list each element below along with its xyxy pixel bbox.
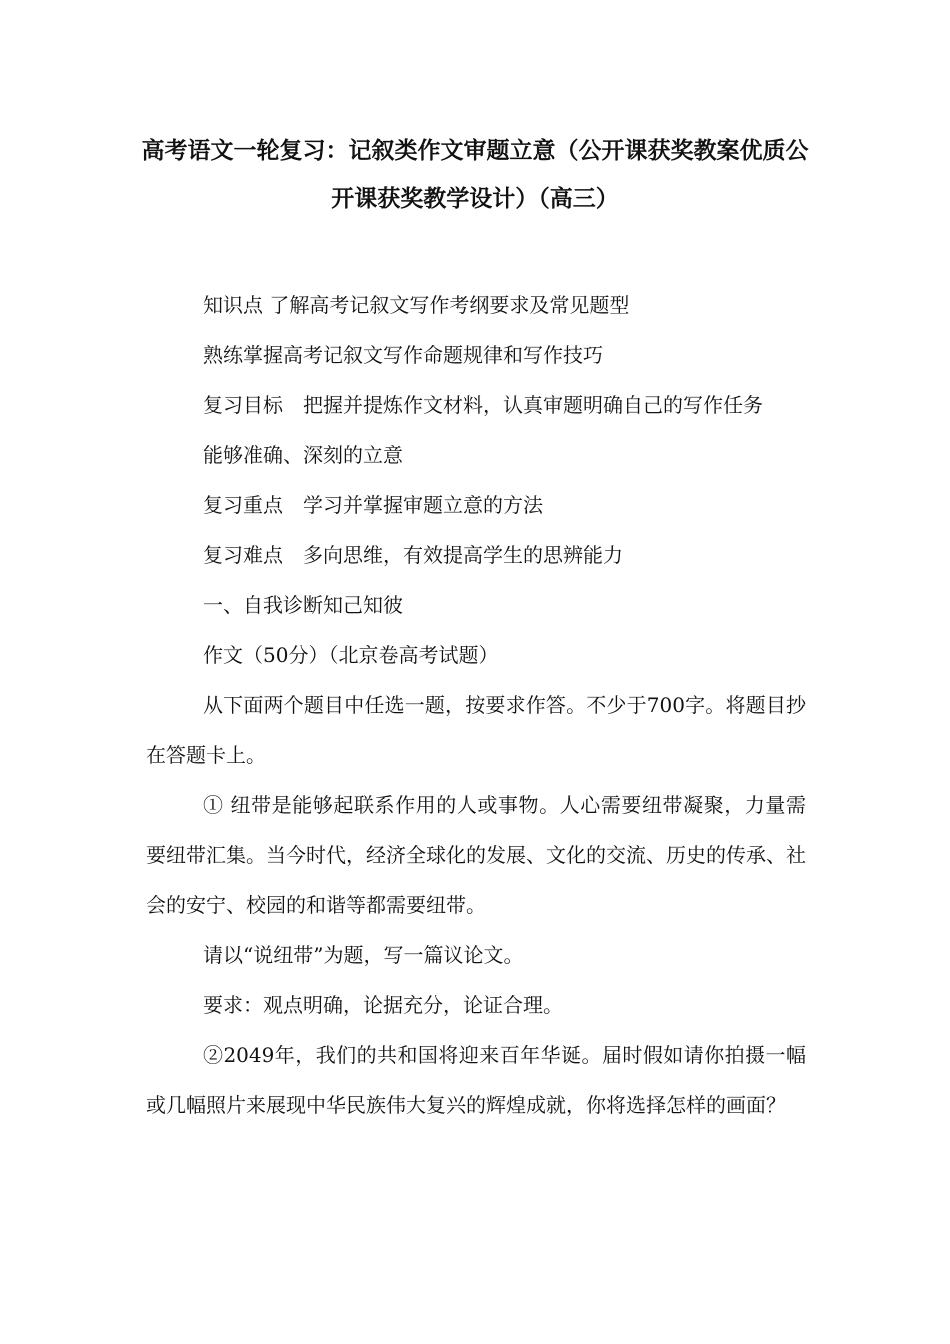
paragraph-topic-one-title: 请以“说纽带”为题，写一篇议论文。	[203, 943, 524, 967]
paragraph-master-skills: 熟练掌握高考记叙文写作命题规律和写作技巧	[203, 343, 603, 367]
document-title-line-2: 开课获奖教学设计）（高三）	[331, 186, 619, 212]
paragraph-topic-one: ① 纽带是能够起联系作用的人或事物。人心需要纽带凝聚，力量需要纽带汇集。当今时代，经济全球化的发展、文化的交流、历史的传承、社会的安宁、校园的和谐等都需要纽带。	[146, 793, 806, 917]
paragraph-review-difficulty: 复习难点 多向思维，有效提高学生的思辨能力	[203, 543, 623, 567]
section-heading-self-diagnosis: 一、自我诊断知己知彼	[203, 593, 403, 617]
paragraph-topic-two: ②2049年，我们的共和国将迎来百年华诞。届时假如请你拍摄一幅或几幅照片来展现中华民族伟大复兴的辉煌成就，你将选择怎样的画面？	[146, 1043, 806, 1117]
paragraph-instructions: 从下面两个题目中任选一题，按要求作答。不少于700字。将题目抄在答题卡上。	[146, 693, 806, 767]
document-body	[146, 280, 806, 1130]
document-title-line-1: 高考语文一轮复习：记叙类作文审题立意（公开课获奖教案优质公	[141, 138, 809, 164]
paragraph-review-focus: 复习重点 学习并掌握审题立意的方法	[203, 493, 543, 517]
paragraph-essay-heading: 作文（50分）（北京卷高考试题）	[203, 643, 499, 667]
paragraph-topic-one-requirements: 要求：观点明确，论据充分，论证合理。	[203, 993, 563, 1017]
paragraph-deep-intent: 能够准确、深刻的立意	[203, 443, 403, 467]
paragraph-review-goal: 复习目标 把握并提炼作文材料，认真审题明确自己的写作任务	[203, 393, 763, 417]
paragraph-knowledge-point: 知识点 了解高考记叙文写作考纲要求及常见题型	[203, 293, 630, 317]
